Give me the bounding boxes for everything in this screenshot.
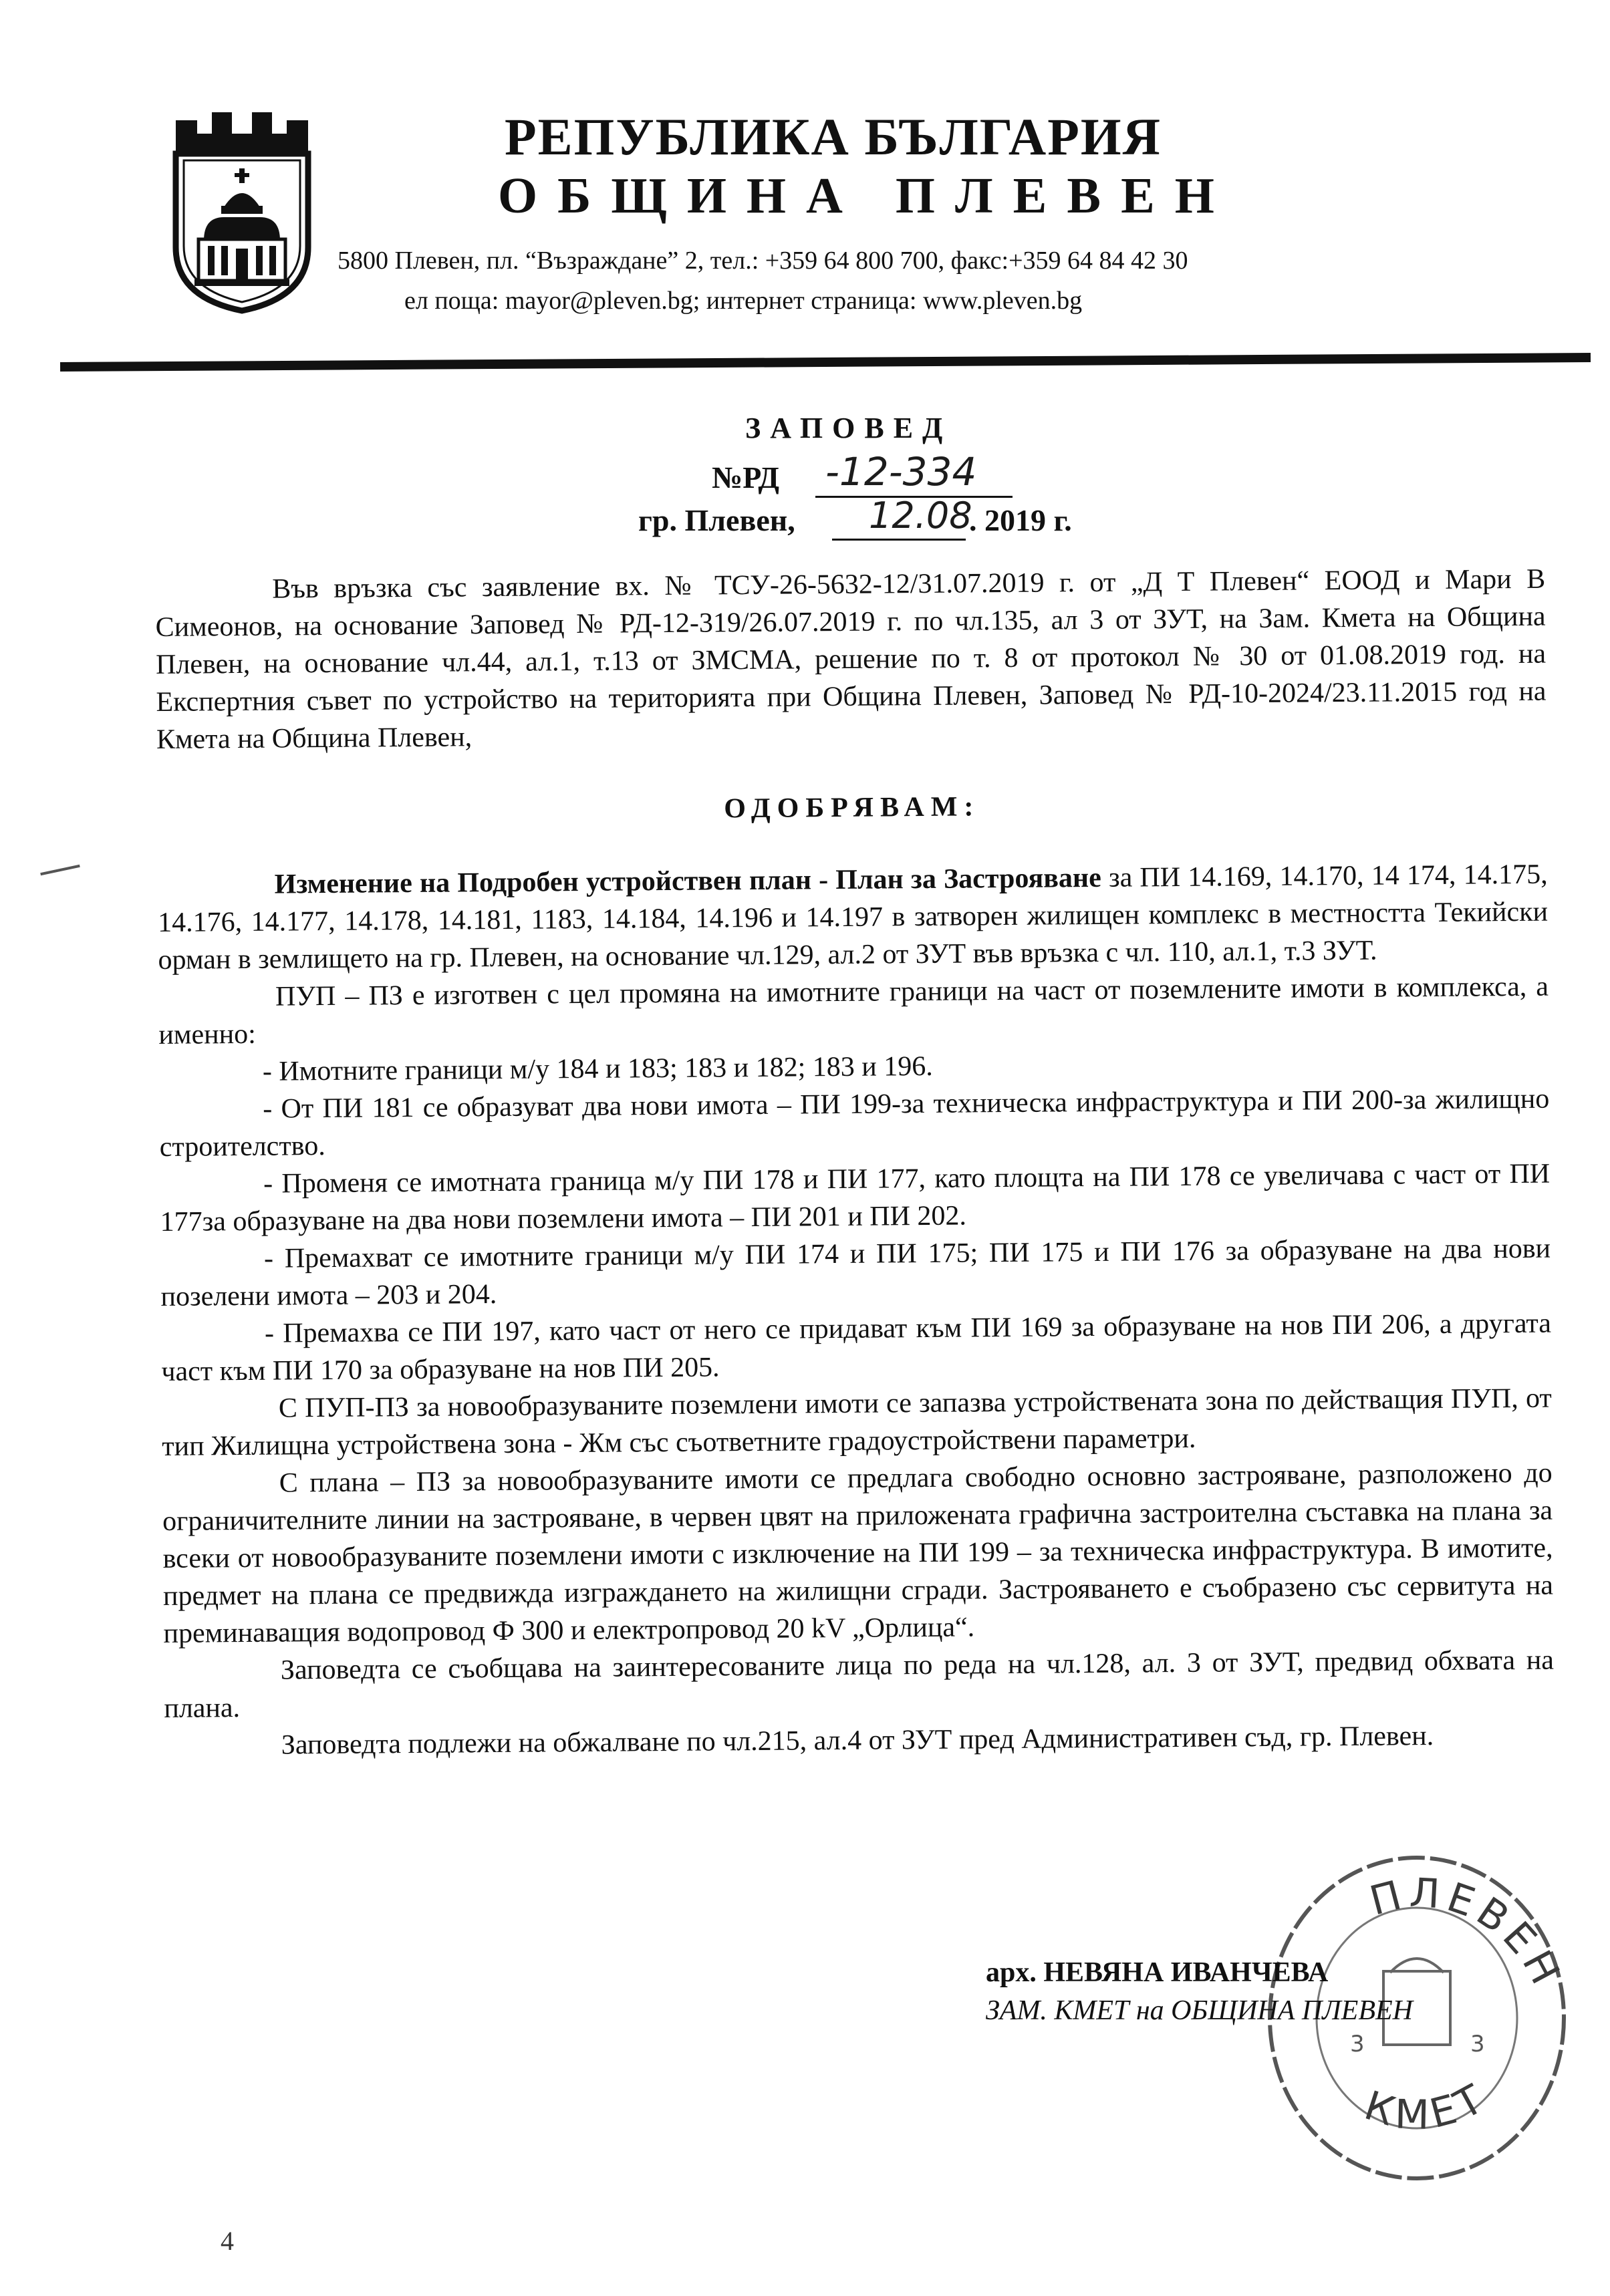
stamp-bottom-text: КМЕТ (1359, 2073, 1496, 2139)
approve-heading: ОДОБРЯВАМ: (724, 791, 980, 825)
letterhead-contacts: ел поща: mayor@pleven.bg; интернет страница: www.pleven.bg (404, 287, 1083, 315)
letterhead-divider (60, 353, 1591, 372)
order-city: гр. Плевен, (638, 503, 795, 537)
list-item: - Премахват се имотните граници м/у ПИ 174 и ПИ 175; ПИ 175 и ПИ 176 за образуване на два нови позелени имота – 203 и 204. (160, 1233, 1551, 1312)
order-number-handwritten: -12-334 (825, 449, 977, 494)
zone-paragraph: С ПУП-ПЗ за новообразуваните поземлени имоти се запазва устройствената зона по действащия ПУП, от тип Жилищна устройствена зона - Жм със съответните градоустройствени параметри. (162, 1383, 1552, 1462)
list-item: - Имотните граници м/у 184 и 183; 183 и 182; 183 и 196. (262, 1050, 933, 1087)
main-paragraph-text: за ПИ 14.169, 14.170, 14 174, 14.175, 14.176, 14.177, 14.178, 14.181, 1183, 14.184, 14.196 и 14.197 в затворен жилищен комплекс в местността Текийски орман в землището на гр. Плевен, на основание чл.129, ал.2 от ЗУТ във връзка с чл. 110, ал.1, т.3 ЗУТ. (157, 859, 1549, 976)
scan-mark (40, 865, 80, 875)
order-date-handwritten: 12.08 (869, 494, 972, 537)
stamp-top-text: ПЛЕВЕН (1365, 1869, 1571, 1997)
order-number-label: №РД (712, 460, 780, 494)
stamp-number-right: 3 (1470, 2031, 1485, 2057)
building-paragraph: С плана – ПЗ за новообразуваните имоти се предлага свободно основно застрояване, разположено до ограничителните линии на застрояване, в червен цвят на приложената графична застроителна съставка на плана за всеки от новообразуваните поземлени имоти с изключение на ПИ 199 – за техническа инфраструктура. В имотите, предмет на плана се предвижда изграждането на жилищни сгради. Застрояването е съобразено със сервитута на преминаващия водопровод Ф 300 и електропровод 20 kV „Орлица“. (162, 1457, 1554, 1649)
letterhead-address: 5800 Плевен, пл. “Възраждане” 2, тел.: +359 64 800 700, факс:+359 64 84 42 30 (338, 247, 1188, 275)
letterhead-municipality: ОБЩИНА ПЛЕВЕН (498, 168, 1234, 224)
order-body (155, 561, 1555, 1765)
coat-of-arms-icon (170, 107, 314, 314)
list-item: - Променя се имотната граница м/у ПИ 178 и ПИ 177, като площта на ПИ 178 се увеличава с част от ПИ 177за образуване на два нови поземлени имота – ПИ 201 и ПИ 202. (160, 1158, 1551, 1238)
order-date-underline (832, 539, 966, 541)
order-year: . 2019 г. (969, 503, 1072, 537)
intro-paragraph: Във връзка със заявление вх. № ТСУ-26-5632-12/31.07.2019 г. от „Д Т Плевен“ ЕООД и Мари В Симеонов, на основание Заповед № РД-12-319/26.07.2019 г. по чл.135, ал 3 от ЗУТ, на Зам. Кмета на Община Плевен, на основание чл.44, ал.1, т.13 от ЗМСМА, решение по т. 8 от протокол № 30 от 01.08.2019 год. на Експертния съвет по устройство на територията при Община Плевен, Заповед № РД-10-2024/23.11.2015 год на Кмета на Община Плевен, (155, 563, 1547, 755)
purpose-paragraph: ПУП – ПЗ е изготвен с цел промяна на имотните граници на част от поземлените имоти в комплекса, а именно: (158, 971, 1549, 1050)
page-mark: 4 (221, 2226, 234, 2256)
list-item: - Премахва се ПИ 197, като част от него се придават към ПИ 169 за образуване на нов ПИ 206, а другата част към ПИ 170 за образуване на нов ПИ 205. (161, 1308, 1552, 1387)
letterhead-country: РЕПУБЛИКА БЪЛГАРИЯ (505, 108, 1162, 166)
signatory-name: арх. НЕВЯНА ИВАНЧЕВА (986, 1957, 1329, 1988)
main-paragraph-title: Изменение на Подробен устройствен план - План за Застрояване (274, 862, 1101, 900)
order-title: ЗАПОВЕД (745, 412, 952, 444)
appeal-paragraph: Заповедта подлежи на обжалване по чл.215, ал.4 от ЗУТ пред Административен съд, гр. Плевен. (281, 1721, 1434, 1761)
list-item: - От ПИ 181 се образуват два нови имота – ПИ 199-за техническа инфраструктура и ПИ 200-за жилищно строителство. (159, 1083, 1550, 1163)
stamp-number-left: 3 (1350, 2031, 1365, 2057)
signatory-title: ЗАМ. КМЕТ на ОБЩИНА ПЛЕВЕН (986, 1995, 1413, 2026)
notice-paragraph: Заповедта се съобщава на заинтересованите лица по реда на чл.128, ал. 3 от ЗУТ, предвид обхвата на плана. (164, 1644, 1555, 1724)
main-paragraph (157, 856, 1548, 979)
